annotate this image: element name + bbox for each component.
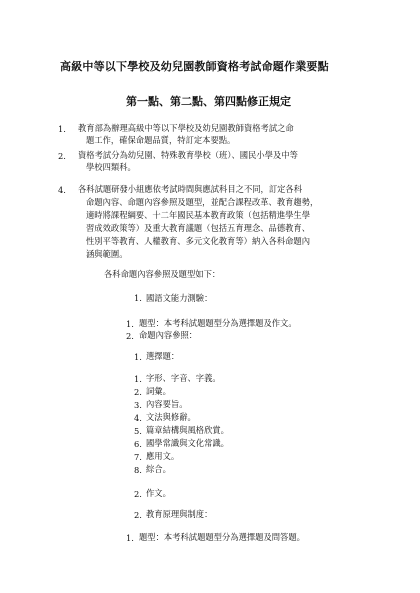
item-label: 選擇題： bbox=[146, 351, 180, 361]
item-label: 作文。 bbox=[146, 488, 171, 498]
item-label: 內容要旨。 bbox=[146, 399, 188, 409]
point-number: 4. bbox=[58, 185, 66, 195]
intro-text: 各科命題內容參照及題型如下： bbox=[104, 269, 221, 279]
item-number: 3. bbox=[134, 400, 142, 410]
item-number: 8. bbox=[134, 465, 142, 475]
point-number: 2. bbox=[58, 151, 66, 161]
point-text-line: 適時將課程綱要、十二年國民基本教育政策（包括精進學生學 bbox=[86, 210, 311, 220]
point-text-line: 學校四類科。 bbox=[86, 162, 136, 172]
point-text-line: 資格考試分為幼兒園、特殊教育學校（班）、國民小學及中等 bbox=[78, 150, 298, 160]
item-label: 文法與修辭。 bbox=[146, 412, 196, 422]
item-label: 命題內容參照： bbox=[139, 330, 198, 340]
section-label: 國語文能力測驗： bbox=[146, 293, 213, 303]
item-number: 2. bbox=[134, 489, 142, 499]
item-label: 應用文。 bbox=[146, 451, 180, 461]
item-number: 2. bbox=[126, 331, 134, 341]
item-label: 題型：本考科試題題型分為選擇題及作文。 bbox=[139, 318, 297, 328]
point-text-line: 題工作，確保命題品質，特訂定本要點。 bbox=[86, 135, 236, 145]
item-label: 綜合。 bbox=[146, 464, 171, 474]
item-label: 篇章結構與風格欣賞。 bbox=[146, 425, 229, 435]
point-text-line: 命題內容、命題內容參照及題型，並配合課程改革、教育趨勢， bbox=[86, 197, 319, 207]
section-label: 教育原理與制度： bbox=[146, 509, 213, 519]
item-number: 4. bbox=[134, 413, 142, 423]
page-title: 高級中等以下學校及幼兒園教師資格考試命題作業要點 bbox=[60, 60, 329, 73]
section-number: 1. bbox=[134, 293, 142, 303]
section-number: 2. bbox=[134, 510, 142, 520]
item-label: 題型：本考科試題題型分為選擇題及問答題。 bbox=[139, 532, 305, 542]
item-label: 字形、字音、字義。 bbox=[146, 373, 221, 383]
item-number: 1. bbox=[134, 352, 142, 362]
item-number: 5. bbox=[134, 426, 142, 436]
item-number: 2. bbox=[134, 387, 142, 397]
point-text-line: 各科試題研發小組應依考試時間與應試科目之不同，訂定各科 bbox=[78, 184, 303, 194]
point-text-line: 涵與範圍。 bbox=[86, 249, 128, 259]
point-text-line: 教育部為辦理高級中等以下學校及幼兒園教師資格考試之命 bbox=[78, 123, 294, 133]
page-subtitle: 第一點、第二點、第四點修正規定 bbox=[126, 95, 291, 108]
item-label: 詞彙。 bbox=[146, 386, 171, 396]
item-number: 1. bbox=[126, 533, 134, 543]
point-number: 1. bbox=[58, 124, 66, 134]
item-number: 1. bbox=[126, 319, 134, 329]
item-number: 1. bbox=[134, 374, 142, 384]
item-number: 7. bbox=[134, 452, 142, 462]
point-text-line: 習成效政策等）及重大教育議題（包括五育理念、品德教育、 bbox=[86, 223, 311, 233]
item-label: 國學常識與文化常識。 bbox=[146, 438, 229, 448]
point-text-line: 性別平等教育、人權教育、多元文化教育等）納入各科命題內 bbox=[86, 236, 311, 246]
item-number: 6. bbox=[134, 439, 142, 449]
